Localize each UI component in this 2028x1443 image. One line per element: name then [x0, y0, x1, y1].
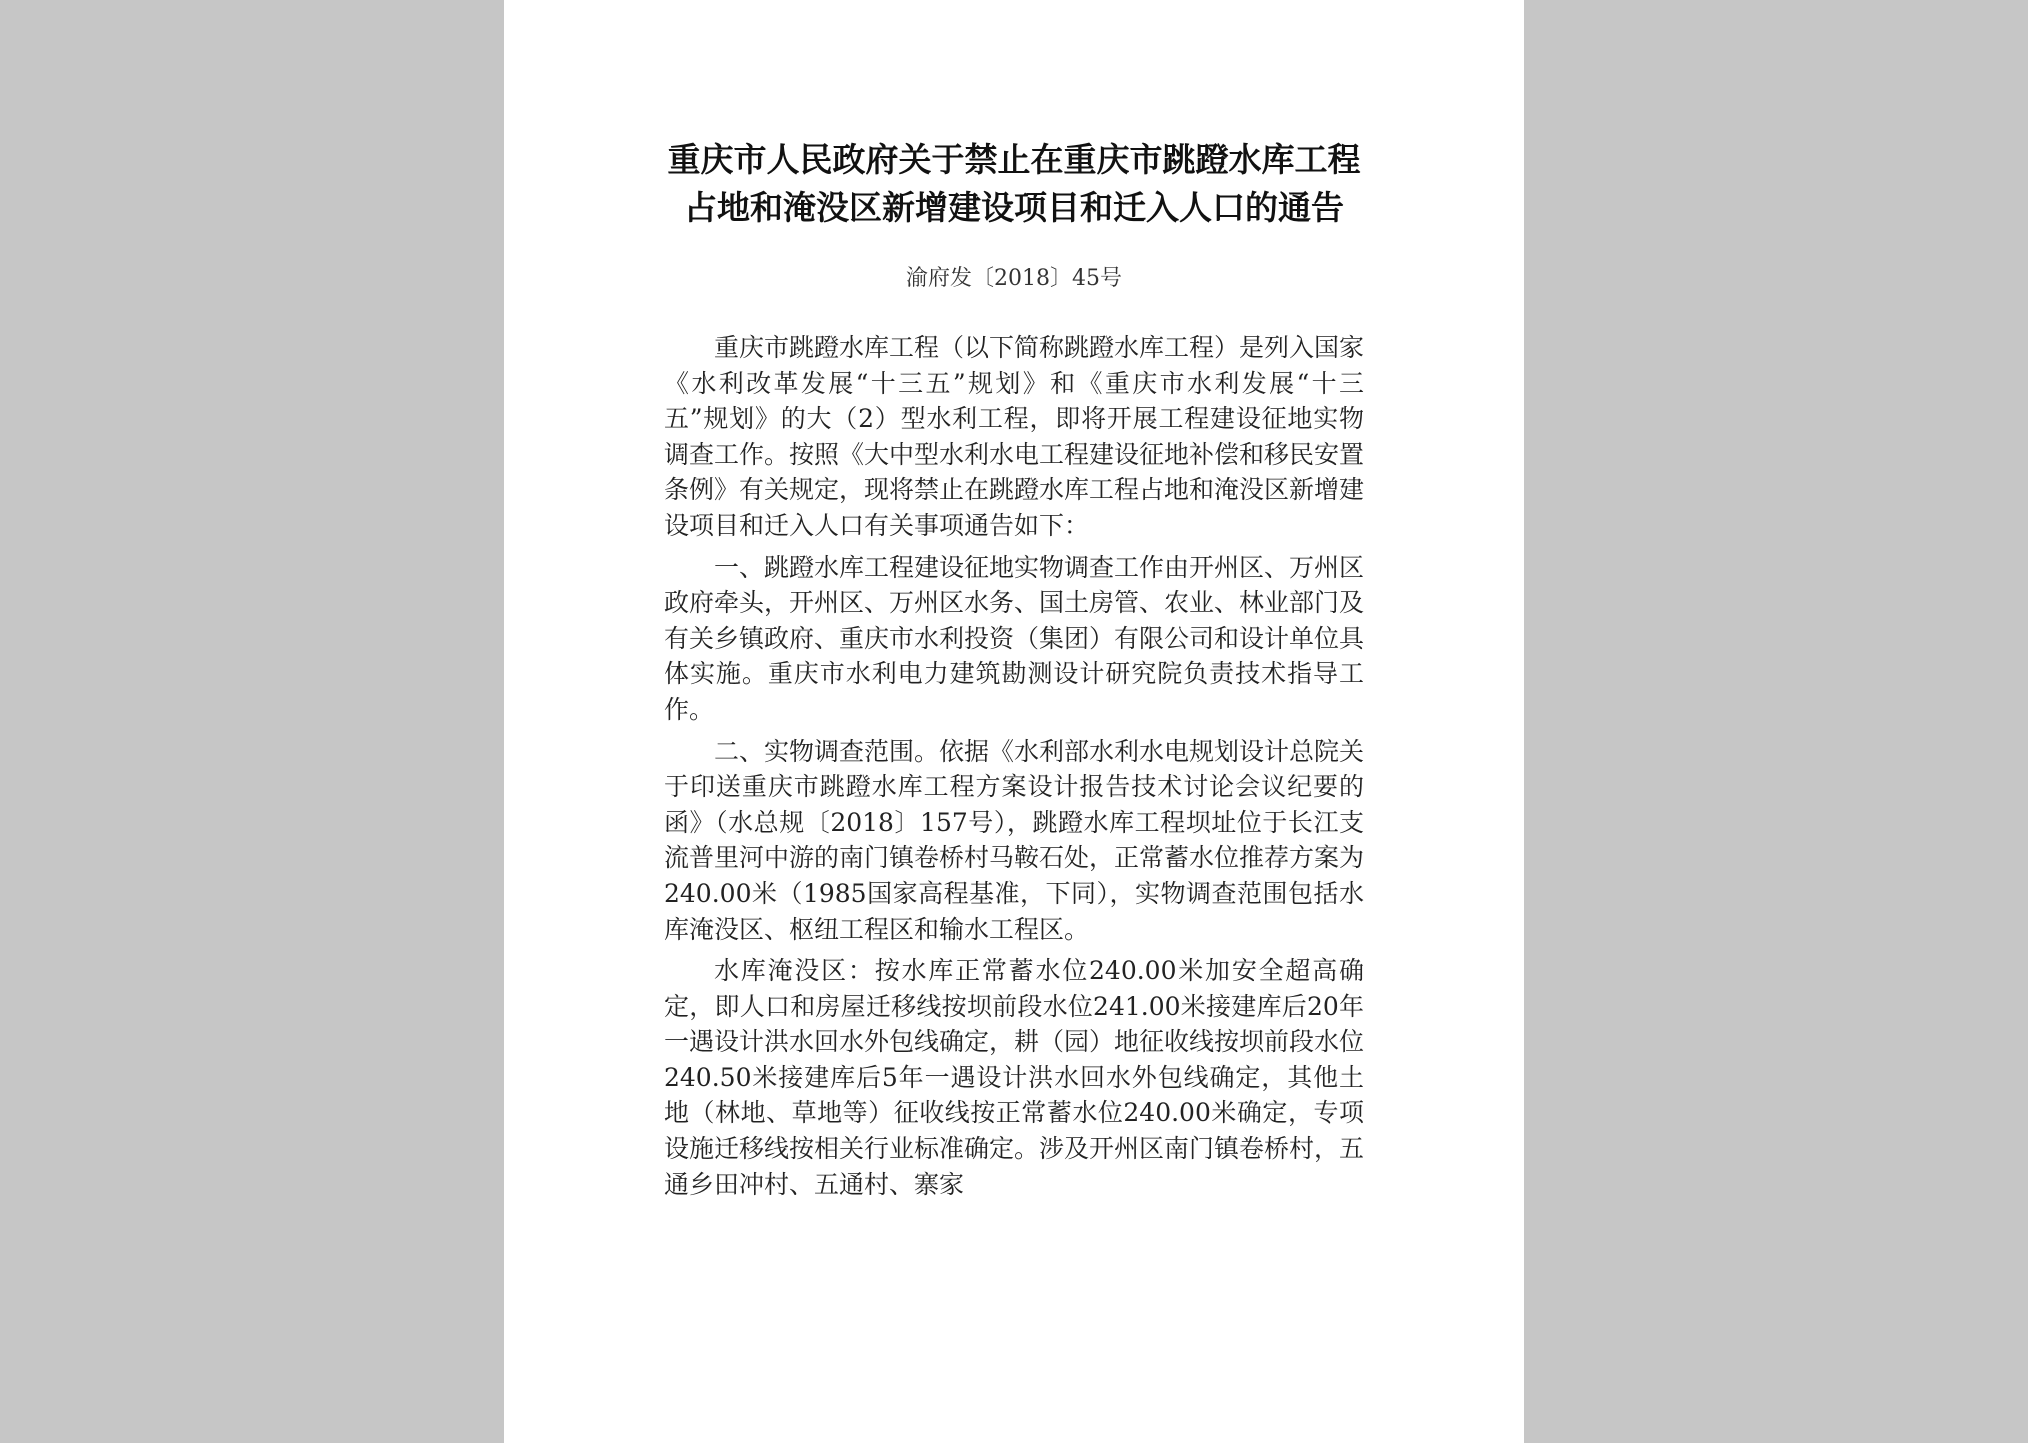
- paragraph-reservoir-area: 水库淹没区：按水库正常蓄水位240.00米加安全超高确定，即人口和房屋迁移线按坝前段水位241.00米接建库后20年一遇设计洪水回水外包线确定，耕（园）地征收线按坝前段水位240.50米接建库后5年一遇设计洪水回水外包线确定，其他土地（林地、草地等）征收线按正常蓄水位240.00米确定，专项设施迁移线按相关行业标准确定。涉及开州区南门镇卷桥村，五通乡田冲村、五通村、寨家: [664, 956, 1365, 1199]
- document-number: 渝府发〔2018〕45号: [906, 266, 1122, 291]
- paragraph-intro: 重庆市跳蹬水库工程（以下简称跳蹬水库工程）是列入国家《水利改革发展“十三五”规划》和《重庆市水利发展“十三五”规划》的大（2）型水利工程，即将开展工程建设征地实物调查工作。按照《大中型水利水电工程建设征地补偿和移民安置条例》有关规定，现将禁止在跳蹬水库工程占地和淹没区新增建设项目和迁入人口有关事项通告如下：: [664, 333, 1365, 540]
- title-line-1: 重庆市人民政府关于禁止在重庆市跳蹬水库工程: [667, 140, 1361, 179]
- title-line-2: 占地和淹没区新增建设项目和迁入人口的通告: [684, 188, 1344, 227]
- document-title: [664, 136, 1364, 232]
- paragraph-item-2: 二、实物调查范围。依据《水利部水利水电规划设计总院关于印送重庆市跳蹬水库工程方案设计报告技术讨论会议纪要的函》（水总规〔2018〕157号），跳蹬水库工程坝址位于长江支流普里河中游的南门镇卷桥村马鞍石处，正常蓄水位推荐方案为240.00米（1985国家高程基准，下同），实物调查范围包括水库淹没区、枢纽工程区和输水工程区。: [664, 736, 1365, 944]
- document-body: [664, 330, 1364, 1202]
- document-page: [504, 0, 1524, 1443]
- paragraph-item-1: 一、跳蹬水库工程建设征地实物调查工作由开州区、万州区政府牵头，开州区、万州区水务、国土房管、农业、林业部门及有关乡镇政府、重庆市水利投资（集团）有限公司和设计单位具体实施。重庆市水利电力建筑勘测设计研究院负责技术指导工作。: [664, 552, 1365, 724]
